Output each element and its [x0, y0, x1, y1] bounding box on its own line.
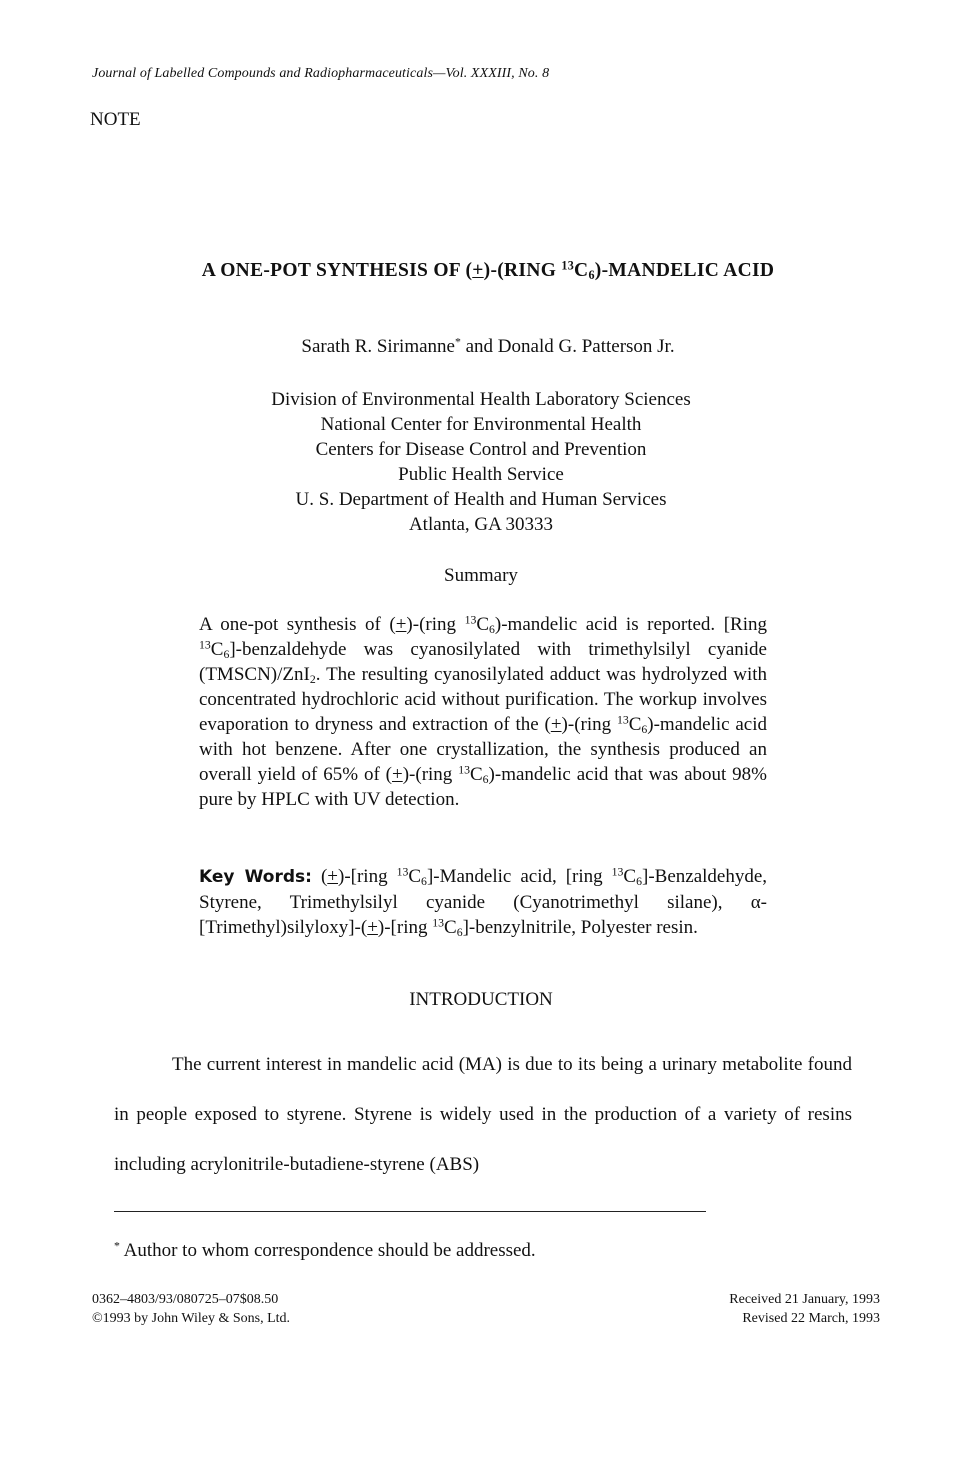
keywords-text: C — [408, 866, 422, 887]
title-part: )-MANDELIC ACID — [594, 260, 775, 281]
keywords-label: Key Words: — [199, 867, 312, 887]
subscript: 2 — [309, 672, 316, 686]
plus-minus-symbol: + — [550, 714, 562, 735]
keywords-text: ]-Mandelic acid, [ring — [426, 866, 612, 887]
title-part: A ONE-POT SYNTHESIS OF ( — [201, 260, 473, 281]
article-code: 0362–4803/93/080725–07$08.50 — [92, 1292, 279, 1307]
abstract-text: )-(ring — [406, 614, 465, 635]
subscript: 6 — [489, 622, 495, 636]
subscript: 6 — [641, 722, 648, 736]
abstract-paragraph — [199, 612, 767, 812]
received-dates — [729, 1290, 880, 1328]
subscript: 6 — [482, 772, 489, 786]
isotope-superscript: 13 — [432, 916, 445, 930]
footnote — [114, 1240, 536, 1262]
subscript: 6 — [456, 925, 463, 939]
journal-header: Journal of Labelled Compounds and Radiopharmaceuticals—Vol. XXXIII, No. 8 — [92, 66, 550, 81]
plus-minus-symbol: + — [392, 764, 403, 785]
abstract-text: C — [476, 614, 490, 635]
abstract-text: C — [469, 764, 483, 785]
author-list — [0, 336, 976, 358]
summary-heading: Summary — [444, 565, 518, 586]
keywords-text: ( — [311, 866, 328, 887]
isotope-superscript: 13 — [199, 638, 211, 652]
keywords-text: C — [444, 917, 457, 938]
abstract-text: )-(ring — [402, 764, 459, 785]
abstract-text: ]-benzaldehyde was cyanosilylated with trimethylsilyl cyanide (TMSCN)/ZnI — [199, 639, 767, 685]
affiliation-line: National Center for Environmental Health — [320, 414, 642, 435]
introduction-heading: INTRODUCTION — [409, 989, 553, 1010]
publication-code-block — [92, 1290, 290, 1328]
body-text — [114, 1040, 852, 1190]
author-name: and Donald G. Patterson Jr. — [460, 336, 675, 357]
abstract-text: . The resulting cyanosilylated adduct was hydrolyzed with concentrated hydrochloric acid without purification. The workup involves evaporation to dryness and extraction of the ( — [199, 664, 767, 735]
abstract-text: )-mandelic acid is reported. [Ring — [494, 614, 768, 635]
plus-minus-symbol: + — [472, 260, 484, 281]
affiliation-line: U. S. Department of Health and Human Services — [295, 489, 667, 510]
abstract-text: )-(ring — [561, 714, 617, 735]
article-title — [0, 260, 976, 282]
plus-minus-symbol: + — [327, 866, 338, 887]
subscript: 6 — [223, 647, 230, 661]
isotope-superscript: 13 — [611, 865, 624, 879]
keywords-text: ]-benzylnitrile, Polyester resin. — [462, 917, 698, 938]
received-date: Received 21 January, 1993 — [729, 1292, 880, 1307]
isotope-superscript: 13 — [616, 713, 629, 727]
subscript: 6 — [636, 874, 642, 888]
keywords-text: C — [623, 866, 637, 887]
introduction-paragraph: The current interest in mandelic acid (MA) is due to its being a urinary metabolite found in people exposed to styrene. Styrene is widely used in the production of a variety of resins including acrylonitrile-butadiene-styrene (ABS) — [114, 1054, 852, 1175]
corresponding-author-mark: * — [454, 335, 461, 349]
section-label: NOTE — [90, 109, 141, 130]
affiliation-line: Division of Environmental Health Laboratory Sciences — [271, 389, 691, 410]
affiliation-line: Centers for Disease Control and Prevention — [315, 439, 647, 460]
footnote-text: Author to whom correspondence should be addressed. — [119, 1240, 536, 1261]
abstract-text: C — [210, 639, 224, 660]
footnote-mark: * — [114, 1239, 120, 1253]
isotope-superscript: 13 — [458, 763, 470, 777]
affiliation-block — [0, 387, 962, 537]
keywords-text: )-[ring — [338, 866, 397, 887]
affiliation-line: Atlanta, GA 30333 — [408, 514, 554, 535]
author-name: Sarath R. Sirimanne — [301, 336, 455, 357]
keywords-text: )-[ring — [377, 917, 433, 938]
copyright-line: ©1993 by John Wiley & Sons, Ltd. — [92, 1311, 291, 1326]
abstract-text: A one-pot synthesis of ( — [199, 614, 396, 635]
title-part: )-(RING — [483, 260, 562, 281]
keywords-text: ]-Benzaldehyde, Styrene, Trimethylsilyl cyanide (Cyanotrimethyl silane), α-[Trimethyl)silyloxy]-( — [199, 866, 768, 938]
affiliation-line: Public Health Service — [398, 464, 564, 485]
plus-minus-symbol: + — [367, 917, 378, 938]
isotope-superscript: 13 — [561, 258, 575, 273]
keywords-paragraph — [199, 864, 767, 940]
subscript: 6 — [421, 874, 427, 888]
revised-date: Revised 22 March, 1993 — [742, 1311, 880, 1326]
abstract-text: )-mandelic acid that was about 98% pure by HPLC with UV detection. — [199, 764, 767, 810]
title-part: C — [574, 260, 589, 281]
plus-minus-symbol: + — [395, 614, 407, 635]
isotope-superscript: 13 — [396, 865, 409, 879]
abstract-text: )-mandelic acid with hot benzene. After one crystallization, the synthesis produced an overall yield of 65% of ( — [199, 714, 768, 785]
abstract-text: C — [628, 714, 642, 735]
subscript: 6 — [588, 268, 595, 283]
footnote-divider — [114, 1211, 706, 1212]
isotope-superscript: 13 — [464, 613, 477, 627]
